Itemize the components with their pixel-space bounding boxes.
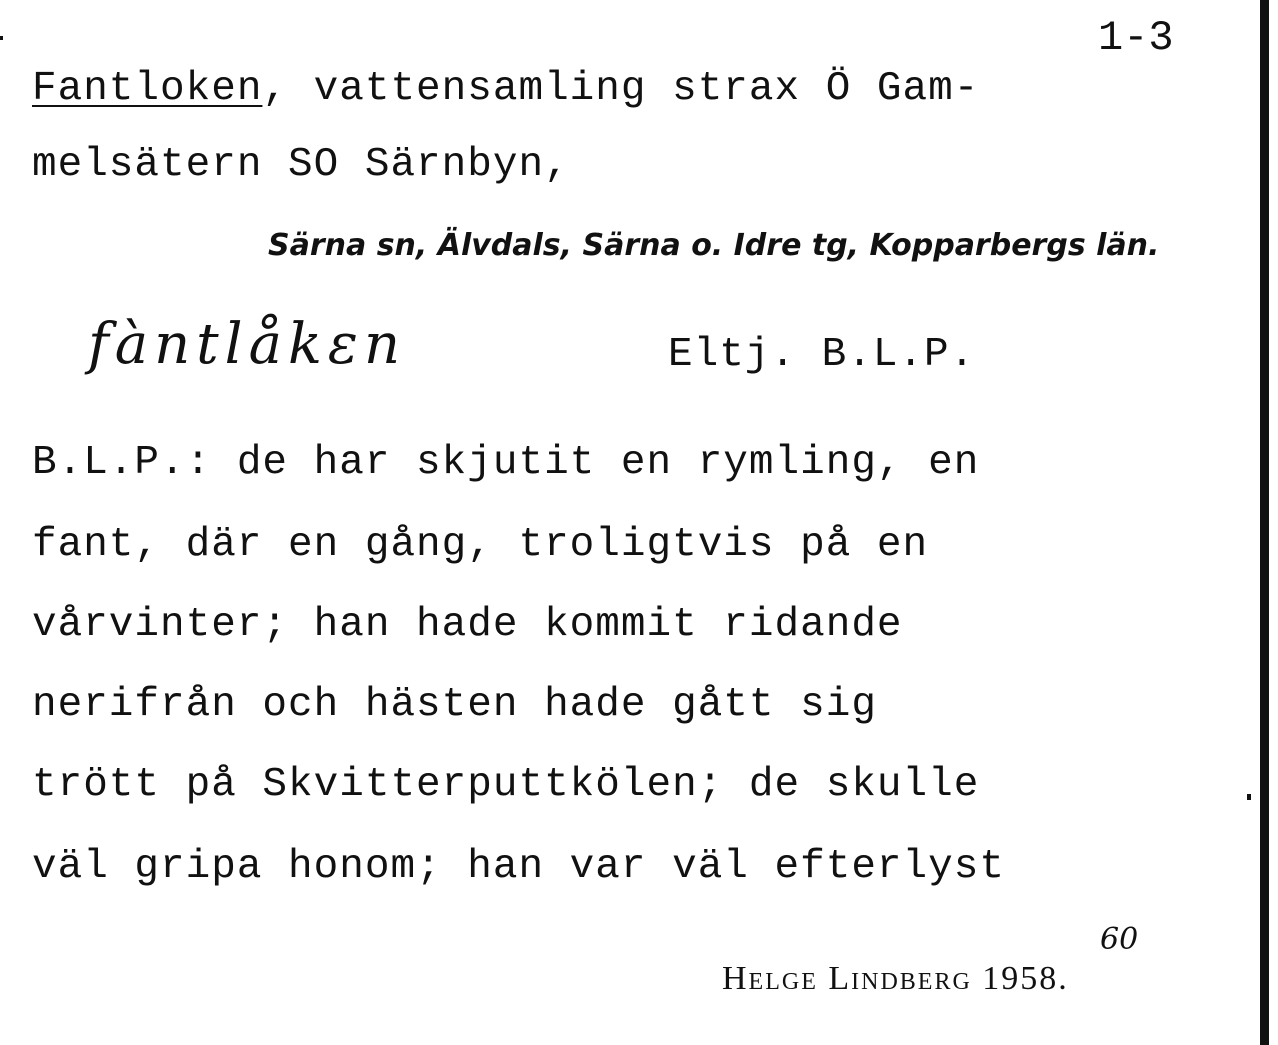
scan-mark bbox=[1247, 794, 1251, 800]
scan-mark bbox=[0, 36, 3, 40]
phonetic-transcription: fàntlåkɛn bbox=[88, 312, 407, 377]
card-edge bbox=[1260, 0, 1269, 1045]
note-line: väl gripa honom; han var väl efterlyst bbox=[32, 844, 1005, 890]
note-line: fant, där en gång, troligtvis på en bbox=[32, 522, 929, 568]
definition-line-1 bbox=[32, 66, 979, 112]
note-line: B.L.P.: de har skjutit en rymling, en bbox=[32, 440, 980, 486]
informant-code: Eltj. B.L.P. bbox=[668, 332, 976, 378]
collector-signature: Helge Lindberg 1958. bbox=[722, 960, 1069, 997]
note-line: vårvinter; han hade kommit ridande bbox=[32, 602, 903, 648]
note-line: trött på Skvitterputtkölen; de skulle bbox=[32, 762, 980, 808]
year-correction: 60 bbox=[1100, 922, 1139, 957]
headword: Fantloken bbox=[32, 66, 263, 112]
card-number: 1-3 bbox=[1098, 14, 1174, 62]
definition-text: , vattensamling strax Ö Gam- bbox=[262, 66, 980, 112]
definition-line-2: melsätern SO Särnbyn, bbox=[32, 142, 570, 188]
note-line: nerifrån och hästen hade gått sig bbox=[32, 682, 877, 728]
parish-stamp: Särna sn, Älvdals, Särna o. Idre tg, Kopparbergs län. bbox=[268, 228, 1160, 263]
